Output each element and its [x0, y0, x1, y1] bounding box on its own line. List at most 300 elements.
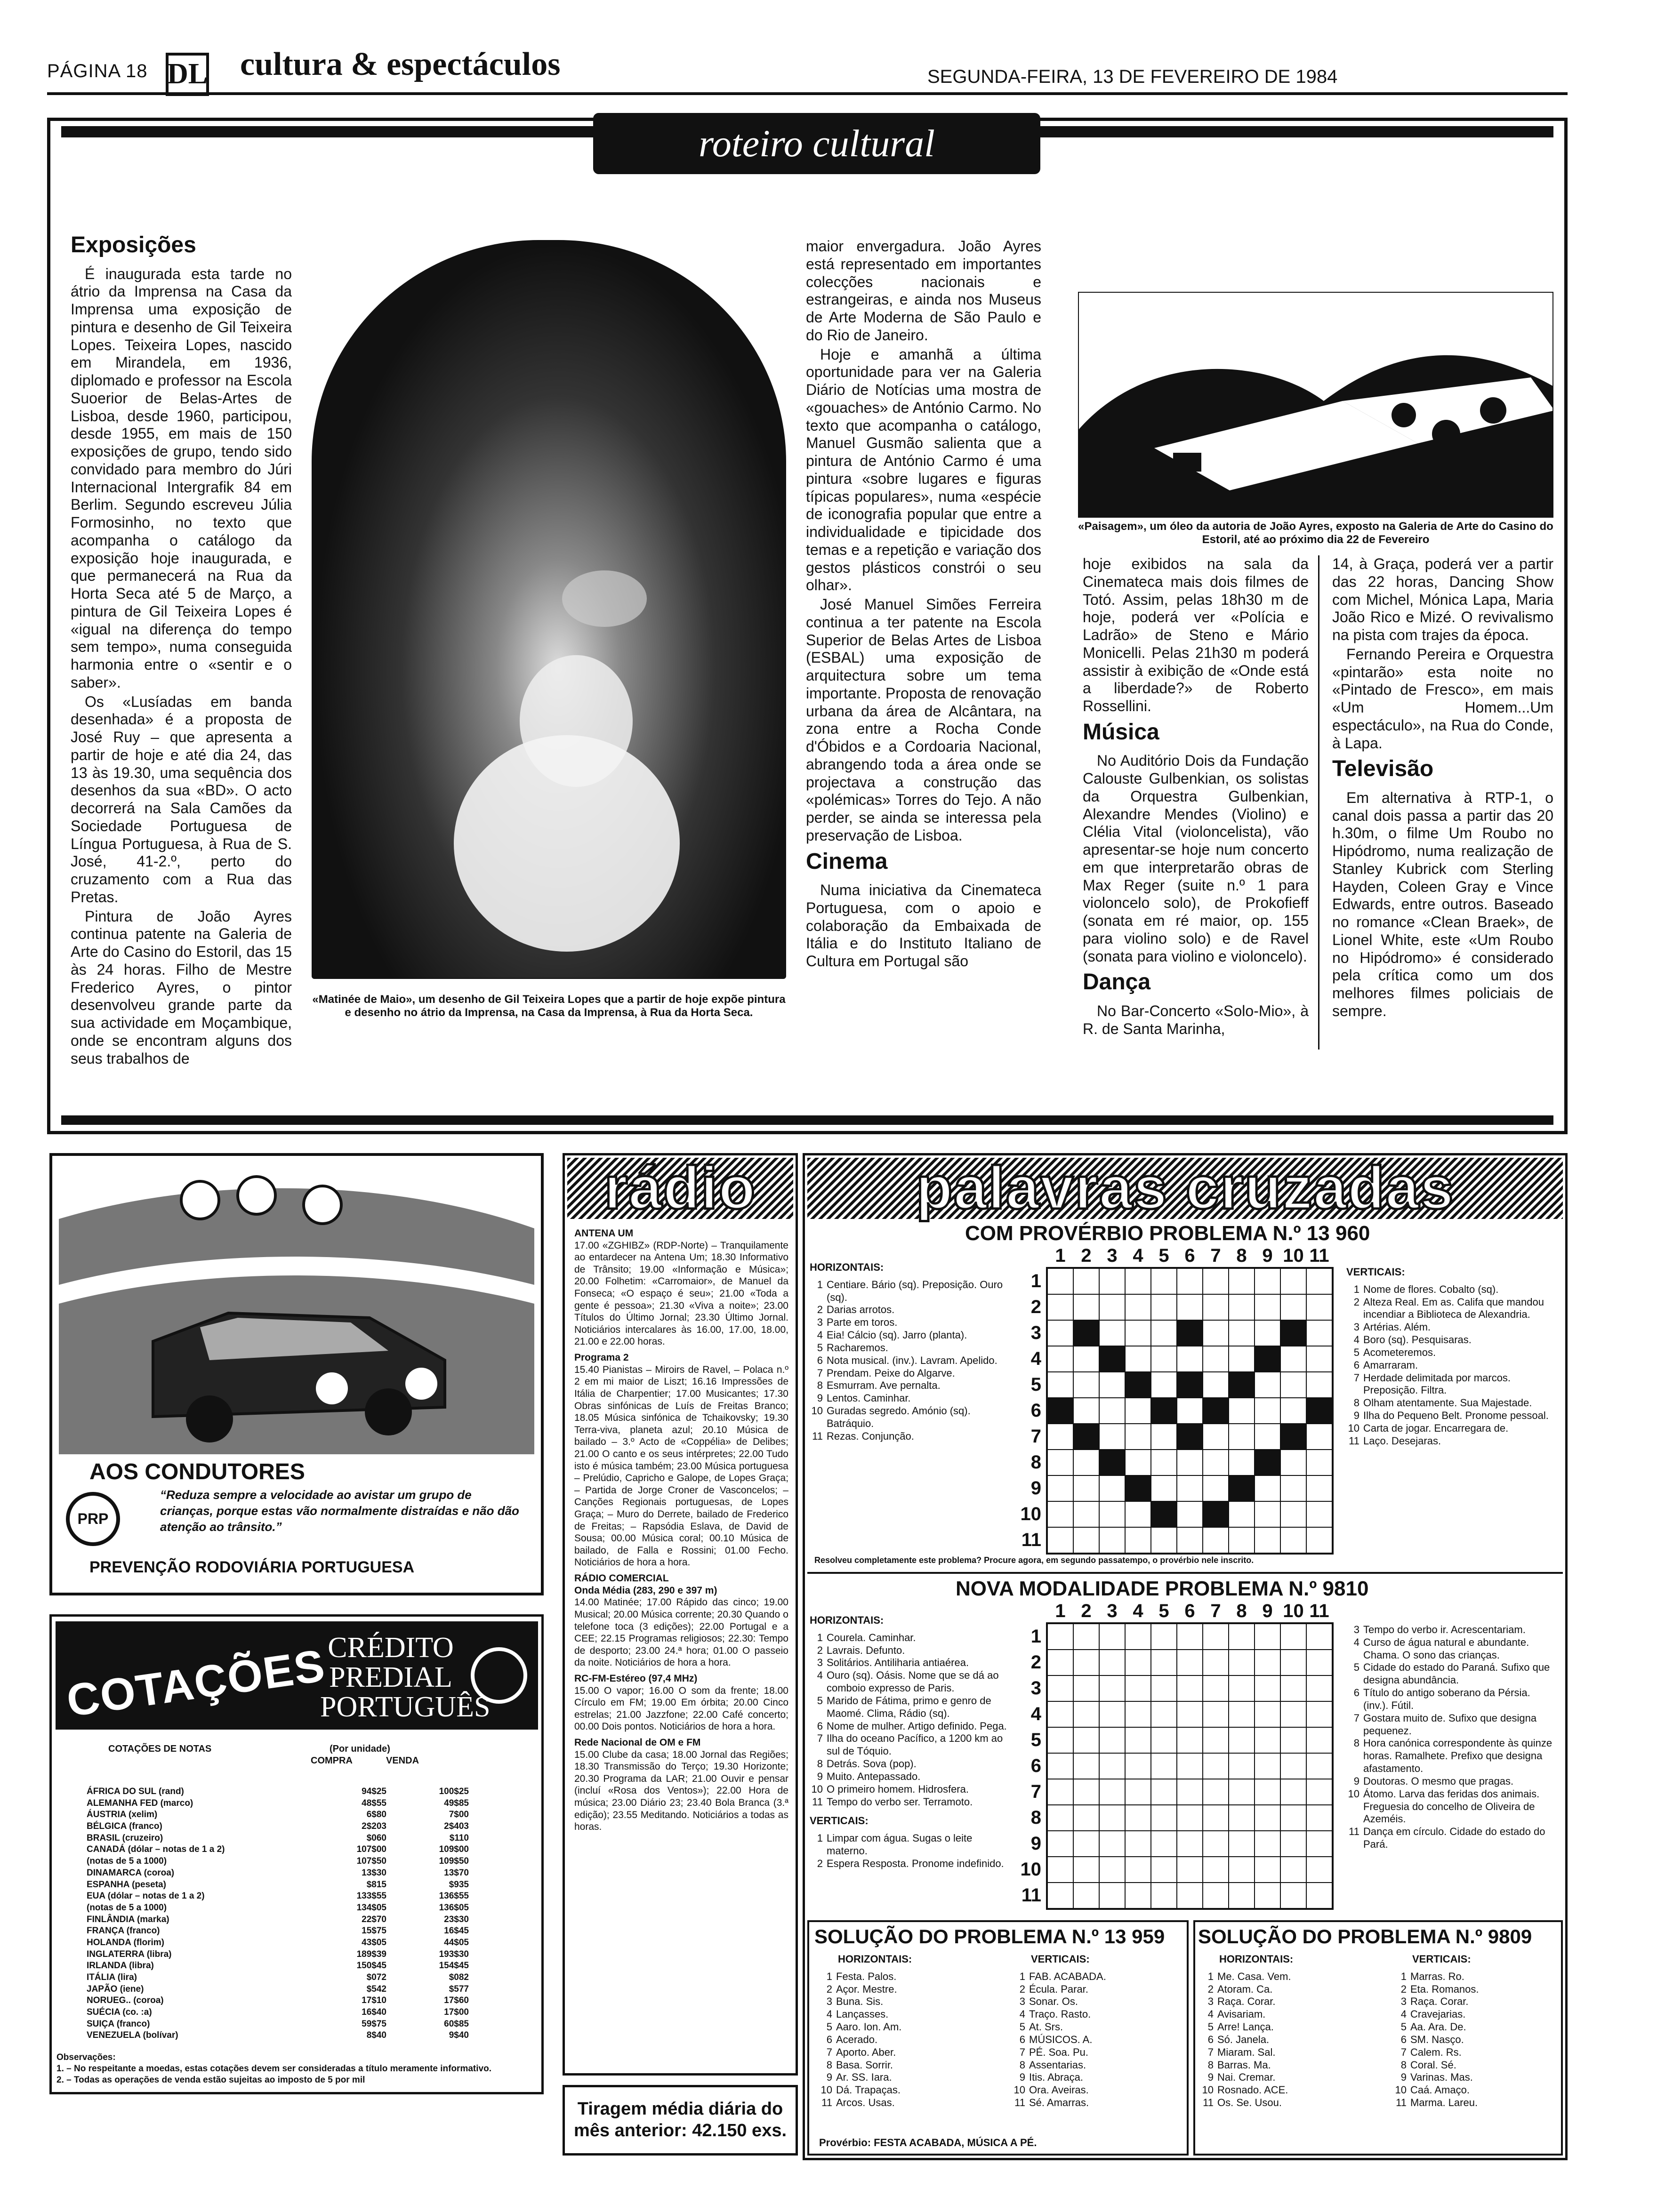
crossword-cell[interactable] [1099, 1527, 1125, 1553]
crossword-cell[interactable] [1125, 1857, 1151, 1883]
radio-schedule: 15.00 O vapor; 16.00 O som da frente; 18.00 Círculo em FM; 19.00 Em órbita; 20.00 Cinco estrelas; 21.00 Jazzfone; 22.00 Café concerto; 00.00 Dois pontos. Noticiários de hora a hora. [574, 1685, 788, 1732]
exposicoes-paragraph: Os «Lusíadas em banda desenhada» é a proposta de José Ruy – que apresenta a partir de hoje e até dia 24, das 13 às 19.30, uma sequência dos desenhos da sua «BD». O acto decorrerá na Sala Camões da Sociedade Portuguesa de Língua Portuguesa, à Rua de S. José, 41-2.º, perto do cruzamento com a Rua das Pretas. [71, 693, 292, 906]
clue-number: 10 [1202, 2084, 1214, 2096]
crossword-cell[interactable] [1125, 1650, 1151, 1675]
clue-item [810, 1367, 1007, 1380]
sell-rate: $082 [449, 1972, 469, 1982]
clue-text: O primeiro homem. Hidrosfera. [827, 1783, 969, 1795]
crossword-cell[interactable] [1047, 1527, 1073, 1553]
crossword-cell[interactable] [1229, 1727, 1255, 1753]
grid-row-number: 10 [1020, 1859, 1041, 1880]
crossword-cell[interactable] [1073, 1857, 1099, 1883]
crossword-cell[interactable] [1099, 1501, 1125, 1527]
grid-col-number: 3 [1107, 1601, 1118, 1621]
currency-row [85, 1856, 471, 1867]
clue-text: Os. Se. Usou. [1217, 2097, 1282, 2109]
crossword-cell[interactable] [1280, 1294, 1306, 1320]
crossword-cell[interactable] [1229, 1779, 1255, 1805]
crossword-cell[interactable] [1151, 1624, 1177, 1650]
grid-row-number: 1 [1030, 1271, 1041, 1291]
currency-row [85, 1937, 471, 1949]
crossword-cell[interactable] [1203, 1650, 1229, 1675]
clue-item [1200, 2021, 1379, 2034]
crossword-cell[interactable] [1306, 1857, 1332, 1883]
crossword-cell[interactable] [1073, 1650, 1099, 1675]
crossword-cell[interactable] [1306, 1650, 1332, 1675]
crossword-cell[interactable] [1099, 1701, 1125, 1727]
crossword-cell[interactable] [1203, 1424, 1229, 1450]
crossword-cell[interactable] [1280, 1268, 1306, 1294]
crossword-cell[interactable] [1151, 1857, 1177, 1883]
crossword-cell[interactable] [1125, 1831, 1151, 1857]
crossword-cell[interactable] [1151, 1650, 1177, 1675]
clue-number: 1 [826, 1970, 832, 1982]
crossword-cell[interactable] [1125, 1753, 1151, 1779]
crossword-cell[interactable] [1073, 1727, 1099, 1753]
crossword-cell[interactable] [1306, 1268, 1332, 1294]
crossword-cell[interactable] [1099, 1805, 1125, 1831]
crossword-cell[interactable] [1229, 1857, 1255, 1883]
crossword-cell[interactable] [1125, 1320, 1151, 1346]
crossword-cell[interactable] [1177, 1753, 1203, 1779]
crossword-cell[interactable] [1151, 1727, 1177, 1753]
crossword-cell[interactable] [1177, 1650, 1203, 1675]
crossword-cell[interactable] [1306, 1675, 1332, 1701]
clue-number: 9 [817, 1770, 823, 1782]
crossword-cell[interactable] [1047, 1701, 1073, 1727]
clue-item [1200, 1971, 1379, 1983]
cotacoes-table [85, 1786, 471, 2042]
crossword-cell[interactable] [1047, 1450, 1073, 1475]
crossword-cell[interactable] [1099, 1831, 1125, 1857]
crossword-cell[interactable] [1099, 1372, 1125, 1398]
crossword-cell[interactable] [1203, 1805, 1229, 1831]
clue-item [1346, 1346, 1558, 1359]
clue-item [819, 2021, 998, 2034]
clue-text: Marido de Fátima, primo e genro de Maomé. Clima, Rádio (sq). [827, 1694, 991, 1719]
crossword-cell[interactable] [1151, 1753, 1177, 1779]
crossword-cell[interactable] [1203, 1372, 1229, 1398]
crossword-cell[interactable] [1280, 1857, 1306, 1883]
crossword-cell[interactable] [1099, 1857, 1125, 1883]
crossword-cell[interactable] [1203, 1883, 1229, 1908]
crossword-cell[interactable] [1047, 1779, 1073, 1805]
clue-text: Rezas. Conjunção. [827, 1430, 914, 1442]
black-cell [1203, 1398, 1229, 1424]
clue-text: Acometeremos. [1363, 1346, 1436, 1358]
clue-number: 11 [1203, 2097, 1214, 2109]
buy-rate: 48$55 [362, 1798, 386, 1808]
crossword-cell[interactable] [1203, 1268, 1229, 1294]
crossword-cell[interactable] [1099, 1475, 1125, 1501]
crossword-cell[interactable] [1047, 1424, 1073, 1450]
crossword-cell[interactable] [1125, 1294, 1151, 1320]
crossword-cell[interactable] [1177, 1501, 1203, 1527]
crossword-cell[interactable] [1229, 1268, 1255, 1294]
crossword-cell[interactable] [1073, 1883, 1099, 1908]
crossword-cell[interactable] [1099, 1779, 1125, 1805]
crossword-cell[interactable] [1099, 1398, 1125, 1424]
crossword-cell[interactable] [1125, 1346, 1151, 1372]
crossword-cell[interactable] [1099, 1883, 1125, 1908]
crossword-cell[interactable] [1047, 1501, 1073, 1527]
crossword-cell[interactable] [1255, 1805, 1280, 1831]
crossword-cell[interactable] [1047, 1675, 1073, 1701]
crossword-cell[interactable] [1229, 1320, 1255, 1346]
crossword-cell[interactable] [1229, 1831, 1255, 1857]
black-cell [1306, 1398, 1332, 1424]
crossword-cell[interactable] [1306, 1294, 1332, 1320]
crossword-cell[interactable] [1280, 1701, 1306, 1727]
buy-rate: 15$75 [362, 1926, 386, 1936]
crossword-cell[interactable] [1280, 1450, 1306, 1475]
crossword-cell[interactable] [1255, 1501, 1280, 1527]
clue-text: Nai. Cremar. [1217, 2071, 1276, 2084]
crossword-cell[interactable] [1280, 1779, 1306, 1805]
crossword-cell[interactable] [1177, 1475, 1203, 1501]
crossword-cell[interactable] [1151, 1675, 1177, 1701]
clue-item [1346, 1712, 1558, 1738]
clue-item [810, 1657, 1012, 1669]
crossword-cell[interactable] [1125, 1398, 1151, 1424]
crossword-cell[interactable] [1306, 1727, 1332, 1753]
crossword-cell[interactable] [1177, 1883, 1203, 1908]
crossword-cell[interactable] [1280, 1475, 1306, 1501]
crossword-cell[interactable] [1280, 1805, 1306, 1831]
crossword-cell[interactable] [1099, 1753, 1125, 1779]
crossword-cell[interactable] [1125, 1268, 1151, 1294]
crossword-cell[interactable] [1099, 1320, 1125, 1346]
crossword-cell[interactable] [1047, 1372, 1073, 1398]
crossword-cell[interactable] [1177, 1268, 1203, 1294]
crossword-cell[interactable] [1203, 1475, 1229, 1501]
clue-number: 5 [1353, 1661, 1359, 1674]
clue-number: 8 [1019, 2059, 1025, 2071]
crossword-cell[interactable] [1306, 1883, 1332, 1908]
crossword-cell[interactable] [1047, 1753, 1073, 1779]
black-cell [1229, 1372, 1255, 1398]
grid-col-number: 1 [1055, 1601, 1066, 1621]
crossword-cell[interactable] [1177, 1450, 1203, 1475]
crossword-cell[interactable] [1229, 1753, 1255, 1779]
sell-rate: 136$55 [439, 1891, 469, 1901]
crossword-cell[interactable] [1073, 1675, 1099, 1701]
crossword-cell[interactable] [1203, 1527, 1229, 1553]
crossword-cell[interactable] [1073, 1268, 1099, 1294]
crossword-cell[interactable] [1255, 1398, 1280, 1424]
crossword-cell[interactable] [1306, 1779, 1332, 1805]
crossword-cell[interactable] [1151, 1372, 1177, 1398]
crossword-cell[interactable] [1229, 1624, 1255, 1650]
crossword-cell[interactable] [1203, 1779, 1229, 1805]
page-number: PÁGINA 18 [47, 61, 148, 81]
clue-text: Muito. Antepassado. [827, 1770, 921, 1782]
crossword-cell[interactable] [1203, 1727, 1229, 1753]
crossword-cell[interactable] [1203, 1831, 1229, 1857]
crossword-cell[interactable] [1073, 1475, 1099, 1501]
crossword-cell[interactable] [1177, 1527, 1203, 1553]
crossword-cell[interactable] [1306, 1450, 1332, 1475]
crossword-cell[interactable] [1229, 1650, 1255, 1675]
crossword-cell[interactable] [1255, 1857, 1280, 1883]
crossword-cell[interactable] [1255, 1675, 1280, 1701]
crossword-cell[interactable] [1280, 1527, 1306, 1553]
crossword-cell[interactable] [1073, 1346, 1099, 1372]
clue-item [1012, 2097, 1182, 2109]
crossword-cell[interactable] [1229, 1501, 1255, 1527]
crossword-cell[interactable] [1047, 1727, 1073, 1753]
crossword-cell[interactable] [1151, 1805, 1177, 1831]
crossword-cell[interactable] [1255, 1727, 1280, 1753]
grid-row-number: 11 [1021, 1530, 1041, 1550]
crossword-cell[interactable] [1306, 1753, 1332, 1779]
crossword-cell[interactable] [1047, 1624, 1073, 1650]
buy-rate: 150$45 [356, 1961, 386, 1971]
clue-item [810, 1632, 1012, 1644]
crossword-cell[interactable] [1177, 1624, 1203, 1650]
crossword-cell[interactable] [1255, 1753, 1280, 1779]
crossword-cell[interactable] [1306, 1424, 1332, 1450]
crossword-cell[interactable] [1255, 1883, 1280, 1908]
crossword-cell[interactable] [1280, 1831, 1306, 1857]
clue-item [810, 1720, 1012, 1733]
crossword-cell[interactable] [1125, 1501, 1151, 1527]
crossword-cell[interactable] [1047, 1475, 1073, 1501]
crossword-cell[interactable] [1073, 1501, 1099, 1527]
crossword-cell[interactable] [1151, 1320, 1177, 1346]
crossword-cell[interactable] [1255, 1624, 1280, 1650]
clue-text: Raça. Corar. [1410, 1996, 1469, 2008]
clue-item [1393, 2021, 1558, 2034]
crossword-cell[interactable] [1125, 1424, 1151, 1450]
crossword-cell[interactable] [1151, 1475, 1177, 1501]
crossword-cell[interactable] [1255, 1320, 1280, 1346]
clue-item [1200, 2097, 1379, 2109]
crossword-cell[interactable] [1125, 1805, 1151, 1831]
crossword-cell[interactable] [1280, 1372, 1306, 1398]
crossword-cell[interactable] [1073, 1831, 1099, 1857]
crossword-cell[interactable] [1047, 1268, 1073, 1294]
crossword-cell[interactable] [1177, 1831, 1203, 1857]
clue-text: Alteza Real. Em as. Califa que mandou incendiar a Biblioteca de Alexandria. [1363, 1296, 1544, 1321]
clue-number: 4 [817, 1329, 823, 1341]
crossword-cell[interactable] [1099, 1624, 1125, 1650]
crossword-cell[interactable] [1306, 1501, 1332, 1527]
crossword-cell[interactable] [1306, 1372, 1332, 1398]
crossword-cell[interactable] [1229, 1346, 1255, 1372]
crossword-cell[interactable] [1151, 1424, 1177, 1450]
crossword-cell[interactable] [1099, 1675, 1125, 1701]
crossword-cell[interactable] [1306, 1527, 1332, 1553]
clue-item [1346, 1826, 1558, 1851]
clue-number: 3 [1207, 1996, 1214, 2008]
crossword-cell[interactable] [1255, 1650, 1280, 1675]
crossword-cell[interactable] [1306, 1320, 1332, 1346]
crossword-cell[interactable] [1125, 1727, 1151, 1753]
crossword-cell[interactable] [1203, 1450, 1229, 1475]
clue-item [1346, 1687, 1558, 1712]
crossword-cell[interactable] [1255, 1372, 1280, 1398]
crossword-cell[interactable] [1280, 1624, 1306, 1650]
currency-row [85, 1833, 471, 1844]
crossword-cell[interactable] [1125, 1779, 1151, 1805]
crossword-cell[interactable] [1229, 1805, 1255, 1831]
crossword-cell[interactable] [1255, 1268, 1280, 1294]
crossword-cell[interactable] [1125, 1883, 1151, 1908]
crossword-cell[interactable] [1177, 1294, 1203, 1320]
crossword-cell[interactable] [1306, 1346, 1332, 1372]
clue-text: Arcos. Usas. [836, 2097, 895, 2109]
crossword-cell[interactable] [1255, 1779, 1280, 1805]
crossword-cell[interactable] [1099, 1727, 1125, 1753]
crossword-cell[interactable] [1151, 1294, 1177, 1320]
crossword-cell[interactable] [1047, 1883, 1073, 1908]
crossword-cell[interactable] [1177, 1727, 1203, 1753]
crossword-cell[interactable] [1255, 1527, 1280, 1553]
crossword-cell[interactable] [1073, 1450, 1099, 1475]
crossword-cell[interactable] [1125, 1450, 1151, 1475]
crossword-cell[interactable] [1151, 1883, 1177, 1908]
crossword-cell[interactable] [1099, 1294, 1125, 1320]
crossword-cell[interactable] [1177, 1398, 1203, 1424]
crossword-cell[interactable] [1073, 1294, 1099, 1320]
crossword-cell[interactable] [1099, 1268, 1125, 1294]
crossword-cell[interactable] [1203, 1320, 1229, 1346]
crossword-cell[interactable] [1151, 1346, 1177, 1372]
crossword-cell[interactable] [1047, 1805, 1073, 1831]
crossword-cell[interactable] [1151, 1701, 1177, 1727]
crossword-cell[interactable] [1073, 1753, 1099, 1779]
clue-text: Aporto. Aber. [836, 2046, 896, 2058]
crossword-cell[interactable] [1229, 1450, 1255, 1475]
crossword-cell[interactable] [1047, 1831, 1073, 1857]
clue-number: 5 [817, 1694, 823, 1707]
musica-heading: Música [1083, 719, 1159, 745]
crossword-cell[interactable] [1280, 1727, 1306, 1753]
crossword-cell[interactable] [1255, 1701, 1280, 1727]
crossword-cell[interactable] [1306, 1701, 1332, 1727]
crossword-cell[interactable] [1280, 1398, 1306, 1424]
crossword-cell[interactable] [1255, 1831, 1280, 1857]
crossword-cell[interactable] [1229, 1398, 1255, 1424]
crossword-cell[interactable] [1306, 1805, 1332, 1831]
crossword-cell[interactable] [1151, 1779, 1177, 1805]
crossword-cell[interactable] [1125, 1624, 1151, 1650]
exposicoes-heading: Exposições [71, 232, 196, 257]
clue-item [810, 1771, 1012, 1783]
crossword-cell[interactable] [1306, 1831, 1332, 1857]
crossword-cell[interactable] [1073, 1527, 1099, 1553]
crossword-cell[interactable] [1099, 1650, 1125, 1675]
crossword-cell[interactable] [1073, 1805, 1099, 1831]
crossword-cell[interactable] [1280, 1883, 1306, 1908]
sol2-h-label: HORIZONTAIS: [1219, 1953, 1294, 1965]
crossword-cell[interactable] [1229, 1527, 1255, 1553]
crossword-cell[interactable] [1280, 1753, 1306, 1779]
crossword-cell[interactable] [1151, 1527, 1177, 1553]
crossword-cell[interactable] [1151, 1450, 1177, 1475]
black-cell [1177, 1372, 1203, 1398]
clue-number: 2 [1353, 1296, 1359, 1308]
clue-number: 8 [1353, 1397, 1359, 1409]
crossword-cell[interactable] [1280, 1675, 1306, 1701]
crossword-cell[interactable] [1229, 1701, 1255, 1727]
clue-item [1346, 1296, 1558, 1322]
black-cell [1099, 1450, 1125, 1475]
crossword-cell[interactable] [1203, 1346, 1229, 1372]
currency-row [85, 1809, 471, 1821]
crossword-cell[interactable] [1203, 1675, 1229, 1701]
clue-item [810, 1342, 1007, 1354]
crossword-cell[interactable] [1255, 1424, 1280, 1450]
crossword-cell[interactable] [1229, 1424, 1255, 1450]
currency-name: FINLÂNDIA (marka) [87, 1914, 169, 1924]
crossword-cell[interactable] [1047, 1346, 1073, 1372]
crossword-cell[interactable] [1229, 1883, 1255, 1908]
crossword-cell[interactable] [1047, 1320, 1073, 1346]
crossword-cell[interactable] [1151, 1268, 1177, 1294]
crossword-cell[interactable] [1177, 1805, 1203, 1831]
grid-row-number: 3 [1030, 1678, 1041, 1699]
crossword-cell[interactable] [1125, 1527, 1151, 1553]
crossword-cell[interactable] [1177, 1346, 1203, 1372]
clue-number: 4 [1353, 1636, 1359, 1648]
sell-rate: 17$60 [444, 1996, 469, 2006]
crossword-cell[interactable] [1073, 1779, 1099, 1805]
crossword-cell[interactable] [1229, 1675, 1255, 1701]
crossword-cell[interactable] [1177, 1857, 1203, 1883]
crossword-cell[interactable] [1229, 1294, 1255, 1320]
crossword-cell[interactable] [1177, 1779, 1203, 1805]
crossword-cell[interactable] [1047, 1857, 1073, 1883]
crossword-cell[interactable] [1203, 1857, 1229, 1883]
crossword-cell[interactable] [1047, 1650, 1073, 1675]
crossword-cell[interactable] [1073, 1398, 1099, 1424]
crossword-cell[interactable] [1255, 1475, 1280, 1501]
sell-rate: 16$45 [444, 1926, 469, 1936]
clue-text: Carta de jogar. Encarregara de. [1363, 1422, 1509, 1434]
crossword-cell[interactable] [1306, 1624, 1332, 1650]
col4-paragraph: hoje exibidos na sala da Cinemateca mais dois filmes de Totó. Assim, pelas 18h30 m de hoje, poderá ver «Polícia e Ladrão» de Steno e Mário Monicelli. Pelas 21h30 m poderá assistir à exibição de «Onde está a liberdade?» de Roberto Rossellini. [1083, 555, 1309, 714]
clue-number: 8 [1353, 1737, 1359, 1749]
crossword-cell[interactable] [1280, 1501, 1306, 1527]
crossword-cell[interactable] [1203, 1701, 1229, 1727]
crossword-cell[interactable] [1047, 1294, 1073, 1320]
crossword-cell[interactable] [1255, 1294, 1280, 1320]
crossword-cell[interactable] [1099, 1424, 1125, 1450]
currency-row [85, 2019, 471, 2030]
crossword-cell[interactable] [1203, 1294, 1229, 1320]
crossword-cell[interactable] [1125, 1675, 1151, 1701]
crossword-cell[interactable] [1280, 1650, 1306, 1675]
clue-item [1393, 2034, 1558, 2046]
crossword-cell[interactable] [1177, 1675, 1203, 1701]
crossword-cell[interactable] [1073, 1372, 1099, 1398]
crossword-cell[interactable] [1306, 1475, 1332, 1501]
crossword-cell[interactable] [1203, 1753, 1229, 1779]
crossword-cell[interactable] [1177, 1701, 1203, 1727]
clue-item [1012, 2084, 1182, 2097]
clue-number: 3 [817, 1657, 823, 1669]
currency-name: ESPANHA (peseta) [87, 1879, 166, 1890]
clue-number: 7 [1400, 2046, 1407, 2058]
crossword-cell[interactable] [1151, 1831, 1177, 1857]
crossword-cell[interactable] [1125, 1701, 1151, 1727]
crossword-cell[interactable] [1280, 1346, 1306, 1372]
crossword-cell[interactable] [1203, 1624, 1229, 1650]
crossword-cell[interactable] [1073, 1624, 1099, 1650]
crossword-cell[interactable] [1073, 1701, 1099, 1727]
